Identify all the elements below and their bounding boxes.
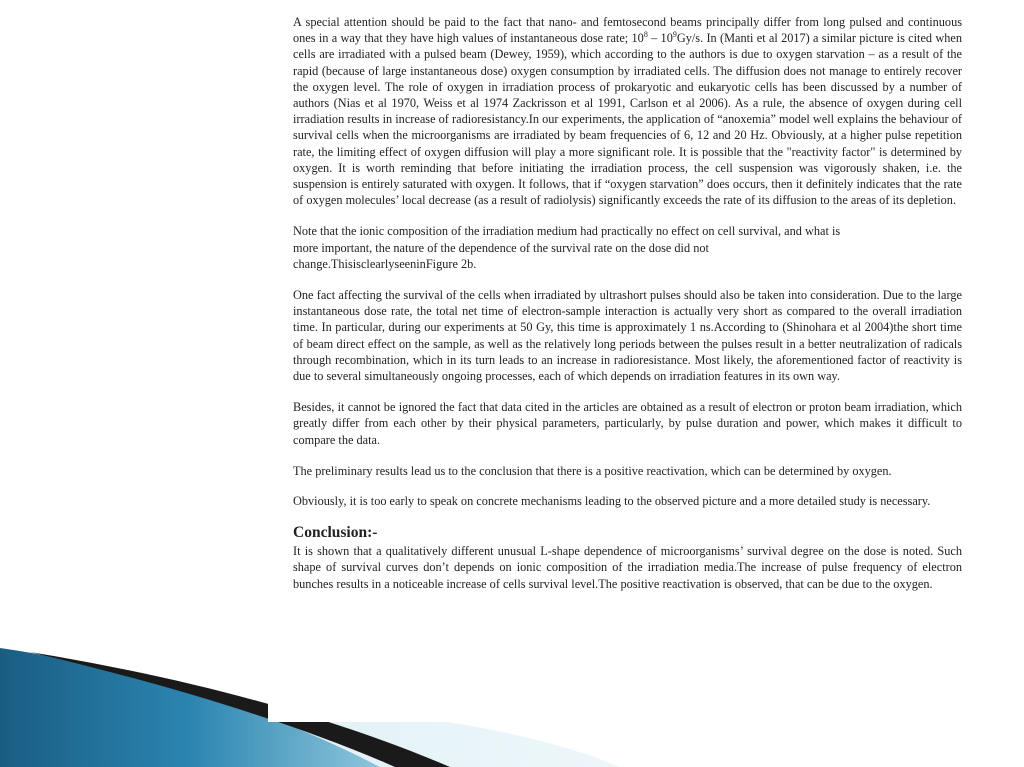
paragraph-text: A special attention should be paid to the fact that nano- and femtosecond beams principally differ from long pulsed and continuous ones in a way that they have high values of instantaneous dose rate; 10 [293,15,962,46]
conclusion-heading: Conclusion:- [293,524,378,542]
paragraph-text: – 10 [647,31,673,46]
paragraph-further-study: Obviously, it is too early to speak on concrete mechanisms leading to the observed picture and a more detailed study is necessary. [293,494,931,509]
paragraph-text: Gy/s. In (Manti et al 2017) a similar picture is cited when cells are irradiated with a pulsed beam (Dewey, 1959), which according to the authors is due to oxygen starvation – as a result of the rapid (because of large instantaneous dose) oxygen consumption by irradiated cells. The diffusion does not manage to entirely recover the oxygen level. The role of oxygen in irradiation process of prokaryotic and eukaryotic cells has been discussed by a number of authors (Nias et al 1970, Weiss et al 1974 Zackrisson et al 1991, Carlson et al 2006). As a rule, the absence of oxygen during cell irradiation results in increase of radioresistancy.In our experiments, the application of “anoxemia” model well explains the behaviour of survival cells when the microorganisms are irradiated by beam frequencies of 6, 12 and 20 Hz. Obviously, at a higher pulse repetition rate, the limiting effect of oxygen diffusion will play a more significant role. It is possible that the "reactivity factor" is determined by oxygen. It is worth reminding that before initiating the irradiation process, the cell suspension was vigorously shaken, i.e. the suspension is entirely saturated with oxygen. It follows, that if “oxygen starvation” does occurs, then it definitely indicates that the rate of oxygen molecules’ local decrease (as a result of radiolysis) significantly exceeds the rate of its diffusion to the areas of its depletion. [293,31,962,208]
paragraph-ultrashort-pulses: One fact affecting the survival of the cells when irradiated by ultrashort pulses should also be taken into consideration. Due to the large instantaneous dose rate, the total net time of electron-sample interaction is actually very short as compared to the overall irradiation time. In particular, during our experiments at 50 Gy, this time is approximately 1 ns.According to (Shinohara et al 2004)the short time of beam direct effect on the sample, as well as the relatively long periods between the pulses result in a better neutralization of radicals through recombination, which in its turn leads to an increase in radioresistance. Most likely, the aforementioned factor of reactivity is due to several simultaneously ongoing processes, each of which depends on irradiation features in its own way. [293,288,962,384]
conclusion-text: It is shown that a qualitatively different unusual L-shape dependence of microorganisms’ survival degree on the dose is noted. Such shape of survival curves don’t depends on ionic composition of the irradiation media.The increase of pulse frequency of electron bunches results in a noticeable increase of cells survival level.The positive reactivation is observed, that can be due to the oxygen. [293,544,962,591]
paragraph-line: change.ThisisclearlyseeninFigure 2b. [293,256,477,271]
paragraph-ionic-composition [293,223,962,272]
paragraph-line: more important, the nature of the dependence of the survival rate on the dose did not [293,240,709,255]
superscript: 8 [643,30,648,40]
paragraph-positive-reactivation: The preliminary results lead us to the conclusion that there is a positive reactivation, which can be determined by oxygen. [293,463,892,478]
document-body [293,14,962,607]
superscript: 9 [672,30,677,40]
paragraph-oxygen-starvation [293,14,962,208]
paragraph-beam-irradiation: Besides, it cannot be ignored the fact that data cited in the articles are obtained as a result of electron or proton beam irradiation, which greatly differ from each other by their physical parameters, particularly, by pulse duration and power, which makes it difficult to compare the data. [293,400,962,447]
paragraph-line: Note that the ionic composition of the irradiation medium had practically no effect on cell survival, and what is [293,224,841,239]
